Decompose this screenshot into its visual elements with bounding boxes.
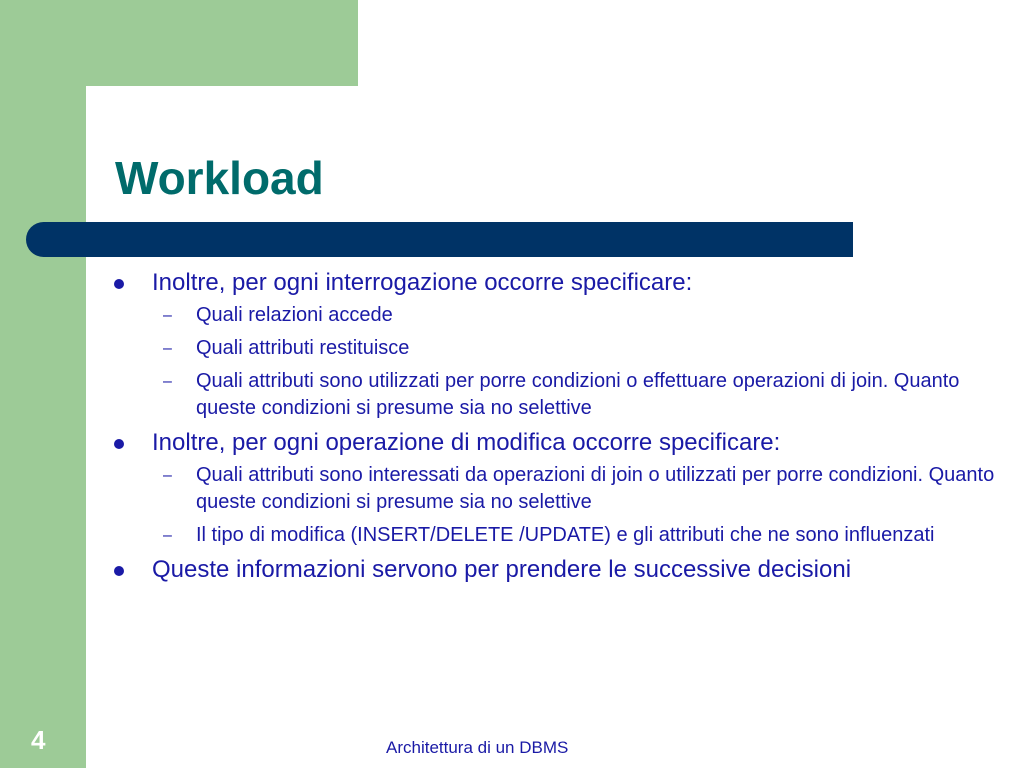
dash-icon: – xyxy=(163,527,172,544)
slide-number: 4 xyxy=(31,725,46,755)
sub-bullet-list xyxy=(114,462,1004,549)
bullet-text: Inoltre, per ogni operazione di modifica occorre specificare: xyxy=(152,429,781,456)
top-green-band xyxy=(0,0,358,86)
sub-bullet-item xyxy=(114,462,1004,516)
sub-bullet-text: Quali attributi restituisce xyxy=(196,337,410,359)
dash-icon: – xyxy=(163,307,172,324)
sub-bullet-text: Quali attributi sono utilizzati per porre condizioni o effettuare operazioni di join. Quanto queste condizioni si presume sia no selettive xyxy=(196,370,960,419)
sub-bullet-text: Quali relazioni accede xyxy=(196,304,393,326)
sub-bullet-item xyxy=(114,302,1004,329)
sub-bullet-text: Quali attributi sono interessati da operazioni di join o utilizzati per porre condizioni. Quanto queste condizioni si presume sia no selettive xyxy=(196,464,995,513)
bullet-item xyxy=(114,428,1004,458)
bullet-dot-icon xyxy=(114,566,124,576)
sub-bullet-list xyxy=(114,302,1004,422)
bullet-dot-icon xyxy=(114,439,124,449)
sub-bullet-item xyxy=(114,335,1004,362)
sub-bullet-text: Il tipo di modifica (INSERT/DELETE /UPDATE) e gli attributi che ne sono influenzati xyxy=(196,524,935,546)
left-green-band xyxy=(0,0,86,768)
slide-footer: Architettura di un DBMS xyxy=(386,738,569,757)
bullet-item xyxy=(114,555,1004,585)
bullet-text: Inoltre, per ogni interrogazione occorre specificare: xyxy=(152,269,693,296)
dash-icon: – xyxy=(163,340,172,357)
dash-icon: – xyxy=(163,467,172,484)
bullet-text: Queste informazioni servono per prendere le successive decisioni xyxy=(152,556,852,583)
sub-bullet-item xyxy=(114,522,1004,549)
slide-body xyxy=(114,268,1004,589)
slide-title: Workload xyxy=(115,152,324,204)
sub-bullet-item xyxy=(114,368,1004,422)
bullet-item xyxy=(114,268,1004,298)
title-underline-bar xyxy=(26,222,853,257)
bullet-dot-icon xyxy=(114,279,124,289)
dash-icon: – xyxy=(163,373,172,390)
